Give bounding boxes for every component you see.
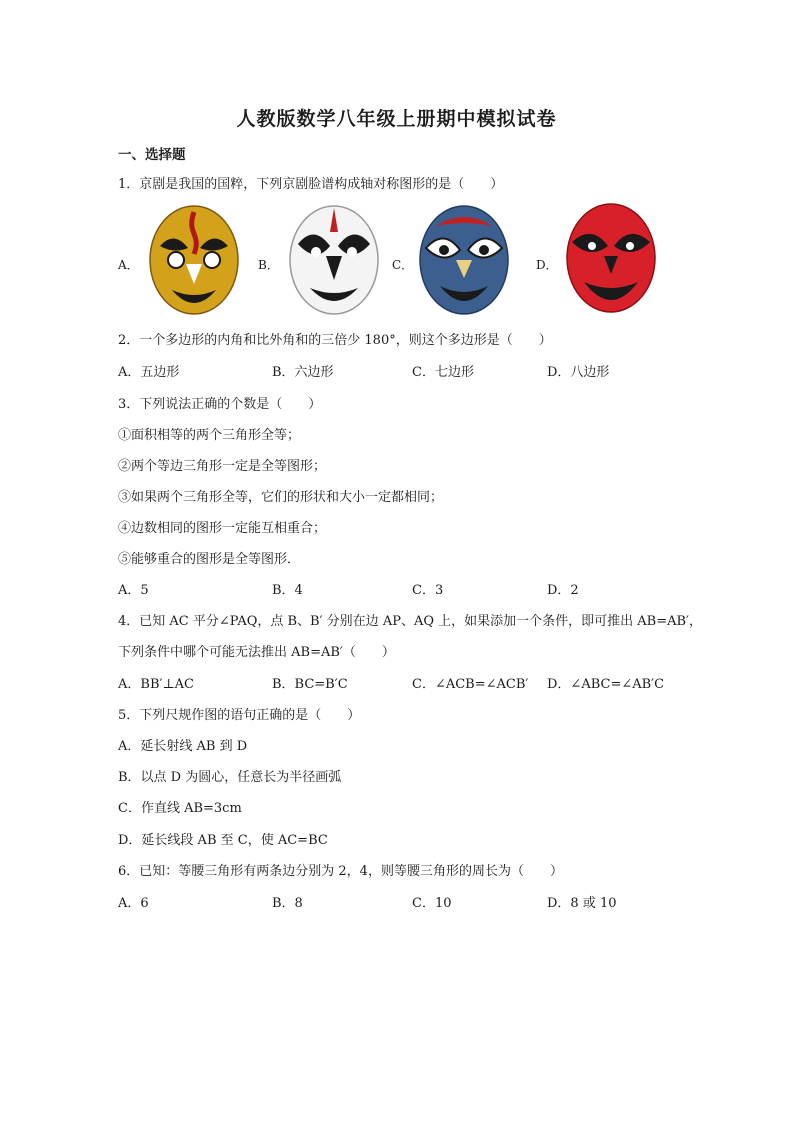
question-4-option-b: B．BC=B′C [272, 677, 348, 692]
question-5-option-b: B．以点 D 为圆心，任意长为半径画弧 [118, 770, 342, 785]
question-1-stem: 1．京剧是我国的国粹，下列京剧脸谱构成轴对称图形的是（ ） [118, 177, 504, 192]
question-4-option-c: C．∠ACB=∠ACB′ [412, 677, 529, 692]
page-title: 人教版数学八年级上册期中模拟试卷 [236, 108, 557, 130]
opera-mask-c-image [416, 204, 512, 316]
question-2-option-c: C．七边形 [412, 365, 474, 380]
question-3-option-d: D．2 [547, 583, 579, 598]
question-6-option-d: D．8 或 10 [547, 896, 617, 911]
question-3-statement-2: ②两个等边三角形一定是全等图形； [118, 459, 327, 474]
opera-mask-b-image [286, 204, 382, 316]
question-4-stem-line-2: 下列条件中哪个可能无法推出 AB=AB′（ ） [118, 645, 395, 660]
question-4-option-a: A．BB′⊥AC [118, 677, 195, 692]
question-4-option-d: D．∠ABC=∠AB′C [547, 677, 665, 692]
question-6-stem: 6．已知：等腰三角形有两条边分别为 2，4，则等腰三角形的周长为（ ） [118, 864, 563, 879]
question-5-option-d: D．延长线段 AB 至 C，使 AC=BC [118, 833, 328, 848]
question-3-stem: 3．下列说法正确的个数是（ ） [118, 397, 322, 412]
question-3-statement-5: ⑤能够重合的图形是全等图形． [118, 552, 301, 567]
question-3-statement-1: ①面积相等的两个三角形全等； [118, 428, 301, 443]
question-3-option-a: A．5 [118, 583, 149, 598]
question-4-stem-line-1: 4．已知 AC 平分∠PAQ，点 B、B′ 分别在边 AP、AQ 上，如果添加一个条件，即可推出 AB=AB′， [118, 614, 702, 629]
option-d-label: D． [536, 258, 558, 272]
question-2-option-a: A．五边形 [118, 365, 180, 380]
option-b-label: B． [258, 258, 279, 272]
question-5-option-a: A．延长射线 AB 到 D [118, 739, 248, 754]
question-6-option-a: A．6 [118, 896, 149, 911]
question-6-option-b: B．8 [272, 896, 303, 911]
question-3-option-b: B．4 [272, 583, 303, 598]
question-2-option-b: B．六边形 [272, 365, 334, 380]
question-3-option-c: C．3 [412, 583, 444, 598]
section-heading: 一、选择题 [118, 147, 186, 163]
question-5-option-c: C．作直线 AB=3cm [118, 801, 242, 816]
question-6-option-c: C．10 [412, 896, 452, 911]
question-3-statement-3: ③如果两个三角形全等，它们的形状和大小一定都相同； [118, 490, 444, 505]
option-c-label: C． [392, 258, 414, 272]
question-5-stem: 5．下列尺规作图的语句正确的是（ ） [118, 708, 361, 723]
option-a-label: A． [118, 258, 139, 272]
opera-mask-d-image [562, 202, 660, 318]
question-2-stem: 2．一个多边形的内角和比外角和的三倍少 180°，则这个多边形是（ ） [118, 333, 552, 348]
question-3-statement-4: ④边数相同的图形一定能互相重合； [118, 521, 327, 536]
opera-mask-a-image [146, 204, 242, 316]
question-2-option-d: D．八边形 [547, 365, 610, 380]
